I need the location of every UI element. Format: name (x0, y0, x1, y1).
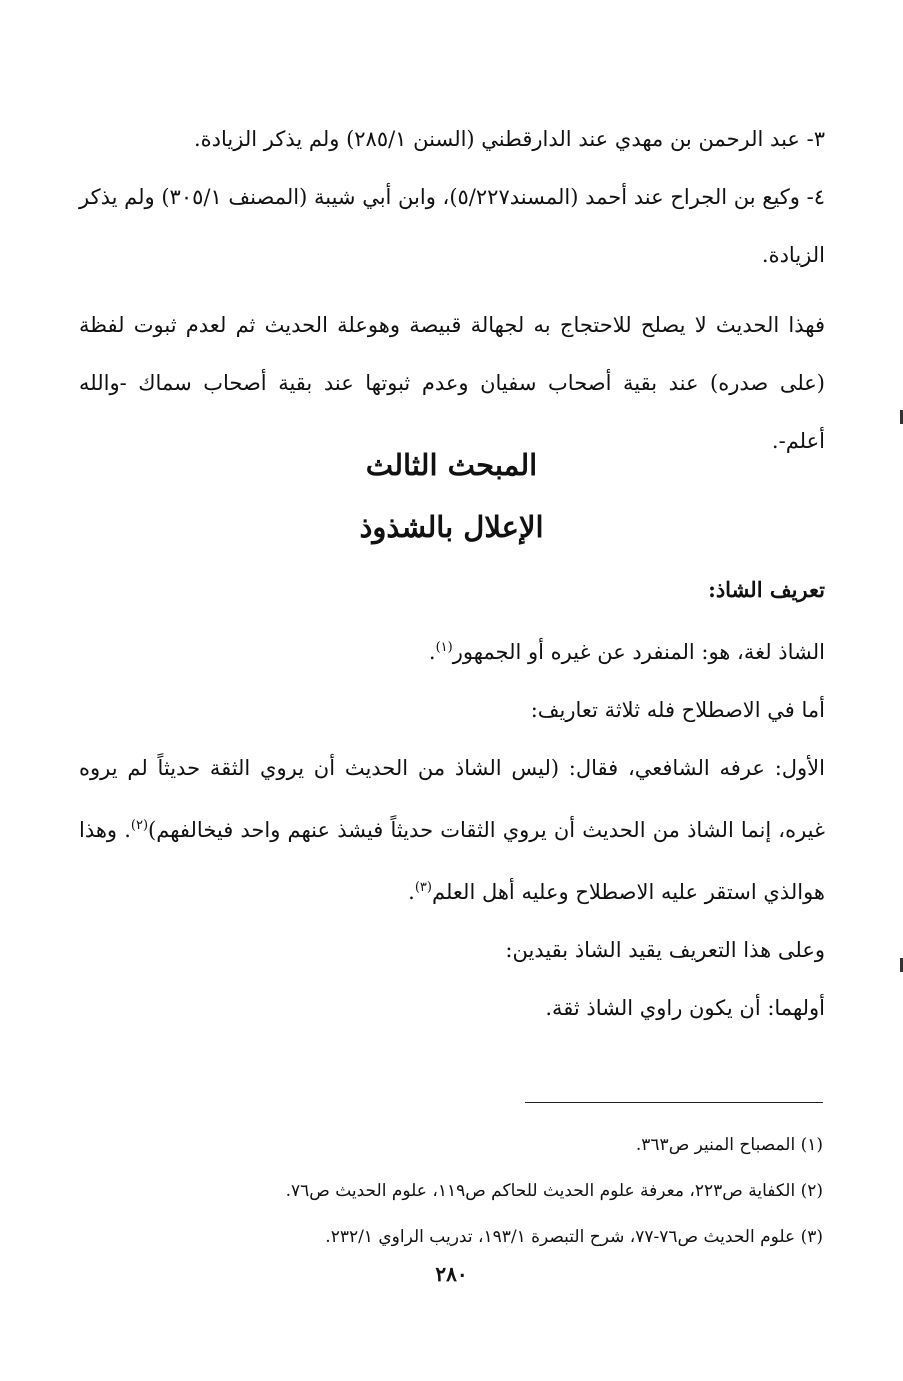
footnote-2: (٢) الكفاية ص٢٢٣، معرفة علوم الحديث للحاكم ص١١٩، علوم الحديث ص٧٦. (285, 1181, 823, 1201)
footnote-ref-2: (٢) (130, 818, 149, 833)
definition-heading: تعريف الشاذ: (708, 577, 825, 602)
first-definition-end: . (408, 880, 415, 904)
lexical-definition (79, 619, 825, 681)
lexical-text: الشاذ لغة، هو: المنفرد عن غيره أو الجمهور (452, 640, 825, 664)
main-text-block (79, 561, 825, 1037)
footnote-ref-1: (١) (435, 640, 453, 655)
footnote-3: (٣) علوم الحديث ص٧٦-٧٧، شرح التبصرة ١٩٣/١، تدريب الراوي ٢٣٢/١. (325, 1227, 823, 1247)
constraints-intro: وعلى هذا التعريف يقيد الشاذ بقيدين: (505, 938, 825, 962)
first-definition-text: الأول: عرفه الشافعي، فقال: (ليس الشاذ من الحديث أن يروي الثقة حديثاً لم يروه غيره، إنما الشاذ من الحديث أن يروي الثقات حديثاً فيشذ عنهم واحد فيخالفهم) (79, 756, 825, 842)
conclusion-paragraph: فهذا الحديث لا يصلح للاحتجاج به لجهالة قبيصة وهوعلة الحديث ثم لعدم ثبوت لفظة (على صدره) عند بقية أصحاب سفيان وعدم ثبوتها عند بقية أصحاب سماك -والله أعلم-. (79, 313, 825, 453)
page-number: ٢٨٠ (435, 1262, 468, 1286)
list-item-4: ٤- وكيع بن الجراح عند أحمد (المسند٥/٢٢٧)، وابن أبي شيبة (المصنف ٣٠٥/١) ولم يذكر الزيادة. (79, 185, 826, 267)
footnote-1: (١) المصباح المنير ص٣٦٣. (635, 1135, 823, 1155)
top-text-block (79, 110, 825, 470)
footnotes-block (83, 1122, 823, 1260)
footnote-separator (525, 1102, 823, 1103)
first-definition-cont: . وهذا هوالذي استقر عليه الاصطلاح وعليه أهل العلم (79, 818, 825, 904)
footnote-ref-3: (٣) (414, 880, 432, 895)
section-title: المبحث الثالث (365, 448, 538, 482)
constraint-one: أولهما: أن يكون راوي الشاذ ثقة. (545, 996, 825, 1020)
technical-intro: أما في الاصطلاح فله ثلاثة تعاريف: (530, 698, 825, 722)
list-item-3: ٣- عبد الرحمن بن مهدي عند الدارقطني (السنن ٢٨٥/١) ولم يذكر الزيادة. (193, 127, 825, 151)
first-definition (79, 739, 825, 921)
section-subtitle: الإعلال بالشذوذ (359, 510, 544, 544)
lexical-end: . (428, 640, 436, 664)
